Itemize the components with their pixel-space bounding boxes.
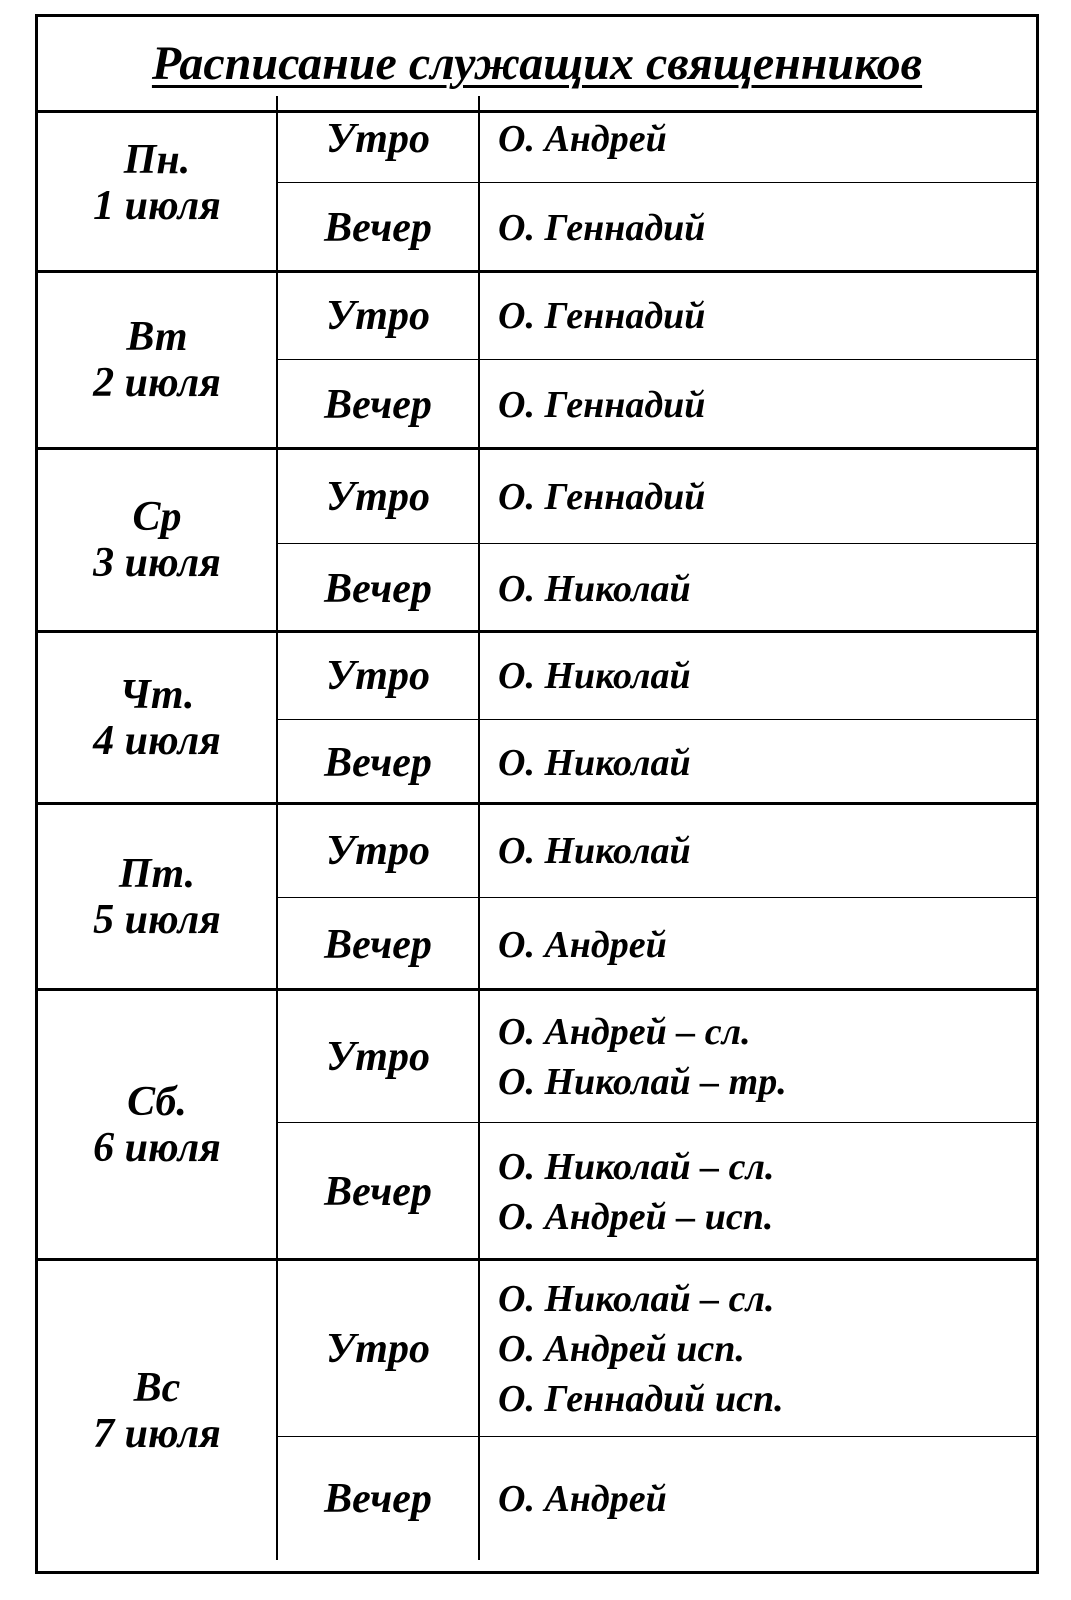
day-cell [38,96,278,270]
time-of-day: Вечер [278,1123,480,1261]
priest-cell [480,96,1036,182]
priest-name: О. Андрей [498,118,667,160]
day-date: 2 июля [93,360,221,406]
day-row [38,96,1036,273]
priest-cell [480,450,1036,543]
day-cell [38,805,278,988]
day-row [38,273,1036,450]
priest-name: О. Николай [498,655,691,697]
priest-name: О. Андрей – исп. [498,1196,774,1238]
morning-slot [278,273,1036,360]
priest-cell [480,1437,1036,1560]
time-of-day: Утро [278,991,480,1122]
day-date: 3 июля [93,540,221,586]
day-name: Вт [126,314,188,360]
evening-slot [278,898,1036,991]
day-cell [38,1261,278,1560]
priest-name: О. Андрей исп. [498,1327,745,1370]
evening-slot [278,544,1036,633]
day-name: Ср [132,494,182,540]
day-date: 7 июля [93,1410,221,1457]
priest-cell [480,633,1036,719]
priest-name: О. Андрей – сл. [498,1010,751,1053]
priest-name: О. Геннадий [498,207,706,249]
priest-name: О. Николай – сл. [498,1277,775,1320]
evening-slot [278,183,1036,273]
time-of-day: Утро [278,1261,480,1436]
morning-slot [278,633,1036,720]
morning-slot [278,96,1036,183]
priest-cell [480,991,1036,1122]
morning-slot [278,1261,1036,1437]
time-of-day: Утро [278,96,480,182]
priest-name: О. Николай – сл. [498,1146,775,1188]
morning-slot [278,450,1036,544]
priest-name: О. Николай [498,830,691,872]
time-of-day: Утро [278,805,480,897]
priest-name: О. Николай [498,567,691,610]
priest-name: О. Андрей [498,923,667,966]
priest-name: О. Николай – тр. [498,1060,787,1103]
day-name: Пт. [118,850,196,897]
priest-cell [480,544,1036,633]
time-of-day: Утро [278,450,480,543]
day-date: 1 июля [93,183,221,229]
day-name: Чт. [119,671,195,718]
priest-cell [480,898,1036,991]
day-cell [38,273,278,447]
day-row [38,633,1036,805]
priest-name: О. Геннадий [498,475,706,518]
day-row [38,991,1036,1261]
time-of-day: Вечер [278,360,480,450]
evening-slot [278,1123,1036,1261]
time-of-day: Вечер [278,720,480,805]
time-of-day: Утро [278,633,480,719]
evening-slot [278,360,1036,450]
page-title: Расписание служащих священников [151,37,923,90]
priest-name: О. Геннадий [498,384,706,426]
day-cell [38,633,278,802]
schedule-table [35,14,1039,1574]
time-of-day: Вечер [278,544,480,633]
priest-cell [480,805,1036,897]
priest-name: О. Геннадий [498,295,706,337]
day-name: Вс [133,1364,181,1411]
time-of-day: Утро [278,273,480,359]
priest-cell [480,360,1036,450]
priest-cell [480,720,1036,805]
time-of-day: Вечер [278,898,480,991]
priest-cell [480,1261,1036,1436]
priest-cell [480,1123,1036,1261]
time-of-day: Вечер [278,183,480,273]
priest-name: О. Николай [498,741,691,784]
evening-slot [278,1437,1036,1560]
priest-cell [480,273,1036,359]
priest-name: О. Геннадий исп. [498,1377,784,1420]
time-of-day: Вечер [278,1437,480,1560]
priest-name: О. Андрей [498,1477,667,1520]
day-date: 5 июля [93,896,221,943]
day-name: Пн. [123,137,191,183]
day-row [38,1261,1036,1560]
day-cell [38,450,278,630]
day-name: Сб. [127,1078,187,1125]
day-row [38,450,1036,633]
day-cell [38,991,278,1258]
evening-slot [278,720,1036,805]
priest-cell [480,183,1036,273]
morning-slot [278,805,1036,898]
day-date: 4 июля [93,717,221,764]
morning-slot [278,991,1036,1123]
day-row [38,805,1036,991]
day-date: 6 июля [93,1124,221,1171]
